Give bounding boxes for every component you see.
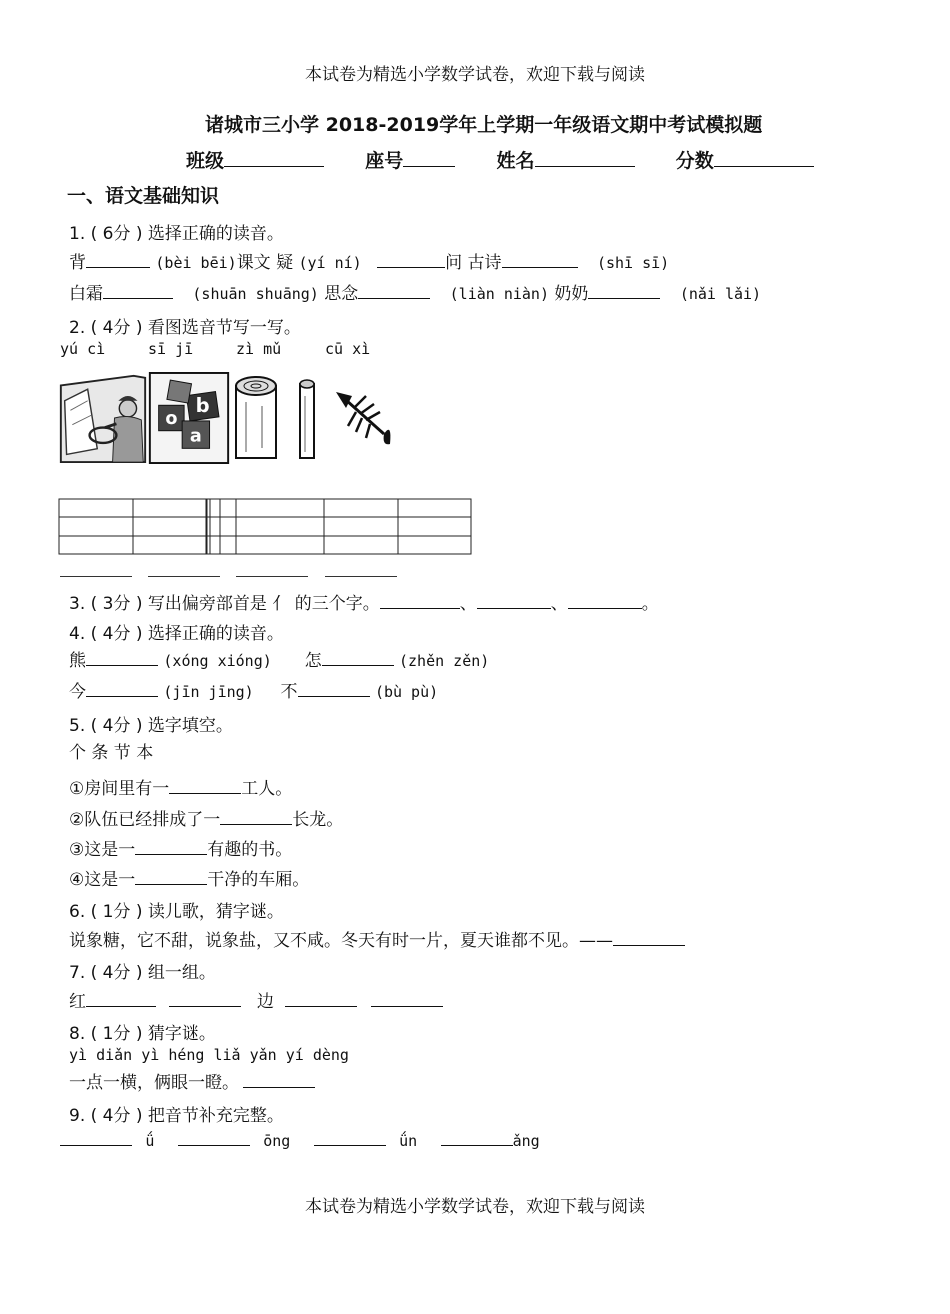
q6-riddle (69, 926, 685, 951)
fish-bone-image (330, 372, 396, 464)
q5-blank[interactable] (169, 776, 241, 794)
sentence-start: ①房间里有一 (69, 779, 170, 799)
q6-heading: 6. ( 1分 ) 读儿歌，猜字谜。 (69, 902, 284, 922)
q1-blank[interactable] (103, 281, 173, 299)
letter-o: o (165, 408, 178, 429)
info-line (186, 146, 814, 173)
q1-blank[interactable] (377, 250, 445, 268)
riddle-text: 一点一横，俩眼一瞪。 (69, 1073, 239, 1093)
q1-blank[interactable] (502, 250, 578, 268)
q2-answer-line[interactable] (148, 576, 220, 577)
q4-blank[interactable] (86, 679, 158, 697)
q1-char: 背 (69, 253, 86, 273)
q4-options: (jīn jīng) (163, 683, 254, 701)
q2-pinyin-2: sī jī (148, 340, 194, 358)
q2-answer-line[interactable] (325, 576, 397, 577)
q1-options: (liàn niàn) (449, 285, 549, 303)
q1-char: 白霜 (69, 284, 103, 304)
section-heading: 一、语文基础知识 (67, 185, 220, 207)
q1-options: (shī sī) (596, 254, 670, 272)
thick-thin-logs-image (232, 372, 324, 464)
q5-sentence-4 (69, 865, 309, 890)
letter-blocks-image (148, 372, 230, 464)
riddle-text: 说象糖，它不甜，说象盐，又不咸。冬天有时一片，夏天谁都不见。—— (69, 931, 613, 951)
q5-sentence-3 (69, 835, 292, 860)
q7-char: 红 (69, 992, 86, 1012)
q4-row2 (69, 677, 438, 702)
q5-blank[interactable] (135, 837, 207, 855)
sentence-end: 有趣的书。 (207, 840, 293, 860)
q1-char: 问 古诗 (445, 253, 502, 273)
q1-char: 思念 (324, 284, 359, 304)
q7-row (69, 987, 443, 1012)
q1-blank[interactable] (86, 250, 150, 268)
q1-row1 (69, 248, 669, 273)
driver-car-image (57, 372, 149, 464)
q9-syllable: ǎng (512, 1132, 540, 1150)
q5-sentence-1 (69, 774, 292, 799)
q1-options: (shuān shuāng) (192, 285, 319, 303)
q3-blank[interactable] (477, 591, 551, 609)
letter-b: b (195, 394, 210, 418)
score-blank[interactable] (714, 147, 814, 167)
q3-heading: 3. ( 3分 ) 写出偏旁部首是 亻 的三个字。 (69, 594, 380, 614)
q1-options: (yí ní) (298, 254, 362, 272)
q1-char: 课文 疑 (236, 253, 294, 273)
name-label: 姓名 (496, 150, 535, 172)
q9-blank[interactable] (441, 1128, 513, 1146)
q2-pinyin-1: yú cì (60, 340, 106, 358)
sentence-end: 长龙。 (292, 810, 344, 830)
q4-char: 怎 (304, 651, 322, 671)
q7-char: 边 (256, 992, 274, 1012)
q9-blank[interactable] (60, 1128, 132, 1146)
q2-answer-line[interactable] (236, 576, 308, 577)
class-blank[interactable] (224, 147, 324, 167)
sentence-start: ②队伍已经排成了一 (69, 810, 221, 830)
q1-options: (nǎi lǎi) (679, 285, 762, 303)
q4-blank[interactable] (86, 648, 158, 666)
q4-options: (bù pù) (374, 683, 439, 701)
q8-pinyin: yì diǎn yì héng liǎ yǎn yí dèng (69, 1046, 349, 1064)
q4-char: 熊 (69, 651, 86, 671)
q9-blank[interactable] (178, 1128, 250, 1146)
q4-char: 不 (280, 682, 298, 702)
q5-blank[interactable] (135, 867, 207, 885)
q3-row (69, 589, 659, 614)
sentence-end: 干净的车厢。 (207, 870, 310, 890)
q4-options: (zhěn zěn) (399, 652, 490, 670)
q5-choices: 个 条 节 本 (69, 743, 154, 763)
q1-blank[interactable] (358, 281, 430, 299)
q7-blank[interactable] (169, 989, 241, 1007)
q2-heading: 2. ( 4分 ) 看图选音节写一写。 (69, 318, 301, 338)
q3-blank[interactable] (380, 591, 460, 609)
class-label: 班级 (186, 150, 225, 172)
q9-heading: 9. ( 4分 ) 把音节补充完整。 (69, 1106, 284, 1126)
q2-answer-line[interactable] (60, 576, 132, 577)
header-banner: 本试卷为精选小学数学试卷，欢迎下载与阅读 (305, 65, 645, 85)
q6-blank[interactable] (613, 928, 685, 946)
q5-blank[interactable] (220, 807, 292, 825)
q9-row (60, 1128, 540, 1151)
q7-blank[interactable] (285, 989, 357, 1007)
q7-blank[interactable] (371, 989, 443, 1007)
q9-syllable: ǘn (399, 1132, 418, 1150)
q3-blank[interactable] (568, 591, 642, 609)
q9-blank[interactable] (314, 1128, 386, 1146)
q4-options: (xóng xióng) (163, 652, 272, 670)
letter-a: a (189, 426, 202, 447)
q9-syllable: ǘ (145, 1132, 155, 1150)
q5-heading: 5. ( 4分 ) 选字填空。 (69, 716, 233, 736)
sentence-start: ③这是一 (69, 840, 136, 860)
seat-label: 座号 (365, 150, 404, 172)
seat-blank[interactable] (403, 147, 455, 167)
pinyin-writing-grid[interactable] (58, 498, 472, 556)
page-title: 诸城市三小学 2018-2019学年上学期一年级语文期中考试模拟题 (205, 114, 763, 136)
separator: 、 (459, 594, 477, 614)
q8-blank[interactable] (243, 1070, 315, 1088)
q2-pinyin-4: cū xì (325, 340, 371, 358)
q8-heading: 8. ( 1分 ) 猜字谜。 (69, 1024, 216, 1044)
name-blank[interactable] (535, 147, 635, 167)
q1-char: 奶奶 (554, 284, 589, 304)
q9-syllable: ōng (263, 1132, 291, 1150)
q7-heading: 7. ( 4分 ) 组一组。 (69, 963, 216, 983)
sentence-end: 工人。 (241, 779, 293, 799)
q1-options: (bèi bēi) (155, 254, 237, 272)
q4-heading: 4. ( 4分 ) 选择正确的读音。 (69, 624, 284, 644)
q1-blank[interactable] (588, 281, 660, 299)
q4-blank[interactable] (298, 679, 370, 697)
q4-blank[interactable] (322, 648, 394, 666)
separator: 、 (550, 594, 568, 614)
q1-row2 (69, 279, 761, 304)
footer-banner: 本试卷为精选小学数学试卷，欢迎下载与阅读 (305, 1197, 645, 1217)
q7-blank[interactable] (86, 989, 156, 1007)
q5-sentence-2 (69, 805, 343, 830)
q1-heading: 1. ( 6分 ) 选择正确的读音。 (69, 224, 284, 244)
q4-char: 今 (69, 682, 86, 702)
period: 。 (641, 594, 659, 614)
sentence-start: ④这是一 (69, 870, 136, 890)
q8-riddle (69, 1068, 315, 1093)
score-label: 分数 (675, 150, 714, 172)
q2-pinyin-3: zì mǔ (236, 340, 282, 358)
q4-row1 (69, 646, 489, 671)
